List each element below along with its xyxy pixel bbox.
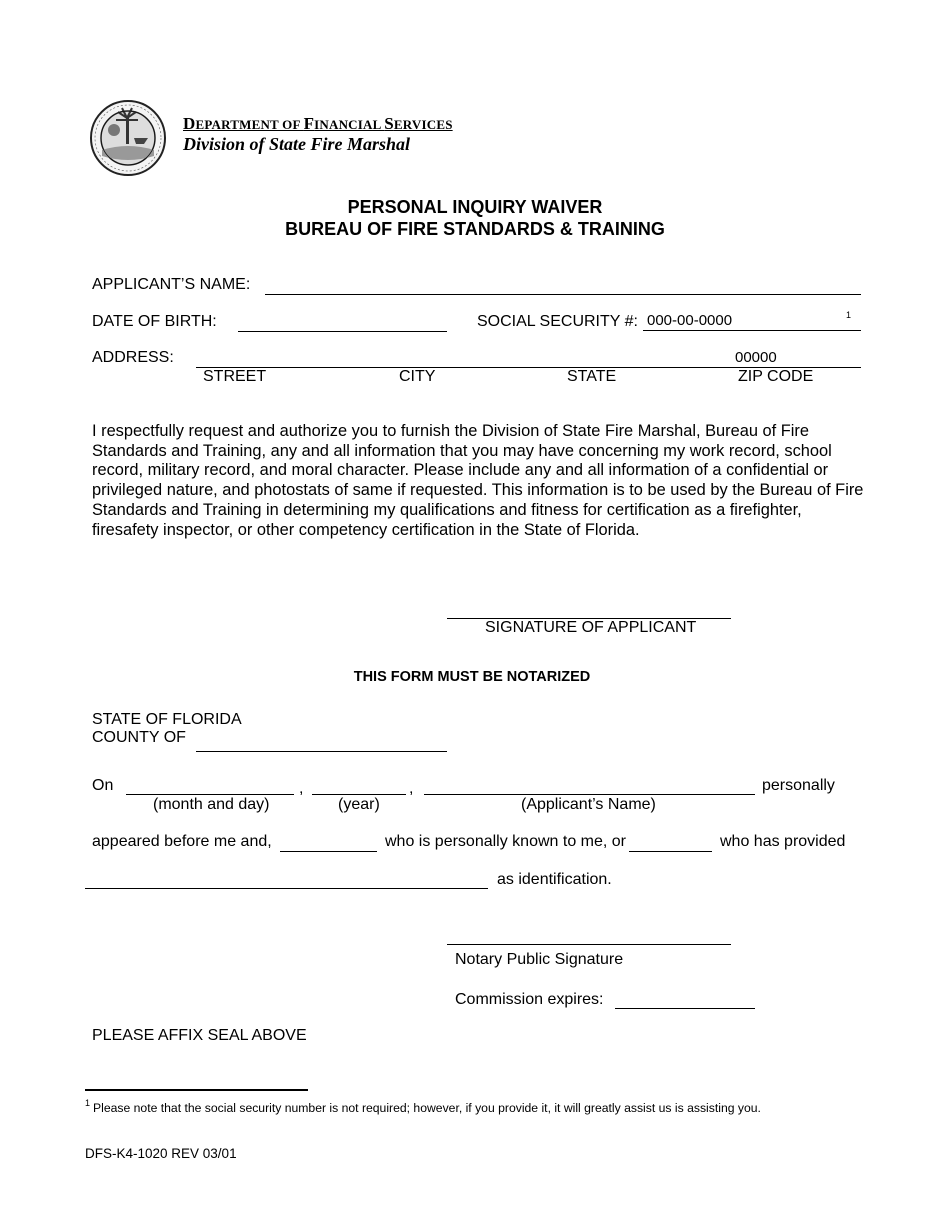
affix-seal-text: PLEASE AFFIX SEAL ABOVE: [92, 1027, 307, 1044]
footnote-divider: [85, 1089, 308, 1091]
title-line-1: PERSONAL INQUIRY WAIVER: [347, 197, 603, 217]
state-caption: STATE: [567, 368, 617, 385]
month-day-line[interactable]: [126, 794, 294, 795]
year-line[interactable]: [312, 794, 406, 795]
applicant-signature-label: SIGNATURE OF APPLICANT: [485, 619, 697, 636]
personally-text: personally: [762, 777, 835, 794]
on-label: On: [92, 777, 114, 794]
notary-state: STATE OF FLORIDA: [92, 711, 242, 728]
provided-id-line[interactable]: [629, 851, 712, 852]
form-id: DFS-K4-1020 REV 03/01: [85, 1146, 237, 1161]
commission-label: Commission expires:: [455, 991, 604, 1008]
title-line-2: BUREAU OF FIRE STANDARDS & TRAINING: [285, 219, 665, 239]
footnote-text: Please note that the social security number is not required; however, if you provide it, it will greatly assist us is assisting you.: [93, 1101, 761, 1115]
county-line[interactable]: [196, 751, 447, 752]
address-input[interactable]: [196, 348, 731, 368]
personally-known-text: who is personally known to me, or: [385, 833, 626, 850]
provided-text: who has provided: [720, 833, 846, 850]
comma-2: ,: [409, 780, 414, 797]
zip-input[interactable]: [731, 348, 861, 368]
division-name: Division of State Fire Marshal: [183, 134, 411, 154]
page-title: [0, 196, 950, 240]
notary-signature-line[interactable]: [447, 944, 731, 945]
applicant-name-caption: (Applicant’s Name): [521, 796, 656, 813]
county-label: COUNTY OF: [92, 729, 186, 746]
city-caption: CITY: [399, 368, 436, 385]
appeared-text: appeared before me and,: [92, 833, 272, 850]
authorization-paragraph: I respectfully request and authorize you to furnish the Division of State Fire Marshal, Bureau of Fire Standards and Training, any and all information that you may have concerning my work record, school record, military record, and moral character. Please include any and all information of a confidential or privileged nature, and photostats of same if requested. This information is to be used by the Bureau of Fire Standards and Training in determining my qualifications and fitness for certification as a firefighter, firesafety inspector, or other competency certification in the State of Florida.: [92, 422, 864, 539]
year-caption: (year): [338, 796, 380, 813]
dob-input[interactable]: [238, 312, 447, 332]
comma-1: ,: [299, 780, 304, 797]
personally-known-line[interactable]: [280, 851, 377, 852]
ssn-footnote-mark: 1: [846, 310, 852, 320]
footnote-mark: 1: [85, 1098, 91, 1108]
identification-line[interactable]: [85, 888, 488, 889]
ssn-input[interactable]: [643, 311, 861, 331]
dob-label: DATE OF BIRTH:: [92, 313, 217, 330]
florida-state-seal-icon: [88, 98, 168, 178]
month-day-caption: (month and day): [153, 796, 270, 813]
zip-caption: ZIP CODE: [738, 368, 814, 385]
notary-signature-label: Notary Public Signature: [455, 951, 624, 968]
commission-expires-line[interactable]: [615, 1008, 755, 1009]
applicant-name-label: APPLICANT’S NAME:: [92, 276, 251, 293]
applicant-name-input[interactable]: [265, 275, 861, 295]
department-name: DEPARTMENT OF FINANCIAL SERVICES: [183, 114, 453, 133]
notary-applicant-name-line[interactable]: [424, 794, 755, 795]
address-label: ADDRESS:: [92, 349, 174, 366]
identification-text: as identification.: [497, 871, 612, 888]
notarized-notice: THIS FORM MUST BE NOTARIZED: [353, 669, 591, 685]
ssn-label: SOCIAL SECURITY #:: [477, 313, 638, 330]
street-caption: STREET: [203, 368, 267, 385]
